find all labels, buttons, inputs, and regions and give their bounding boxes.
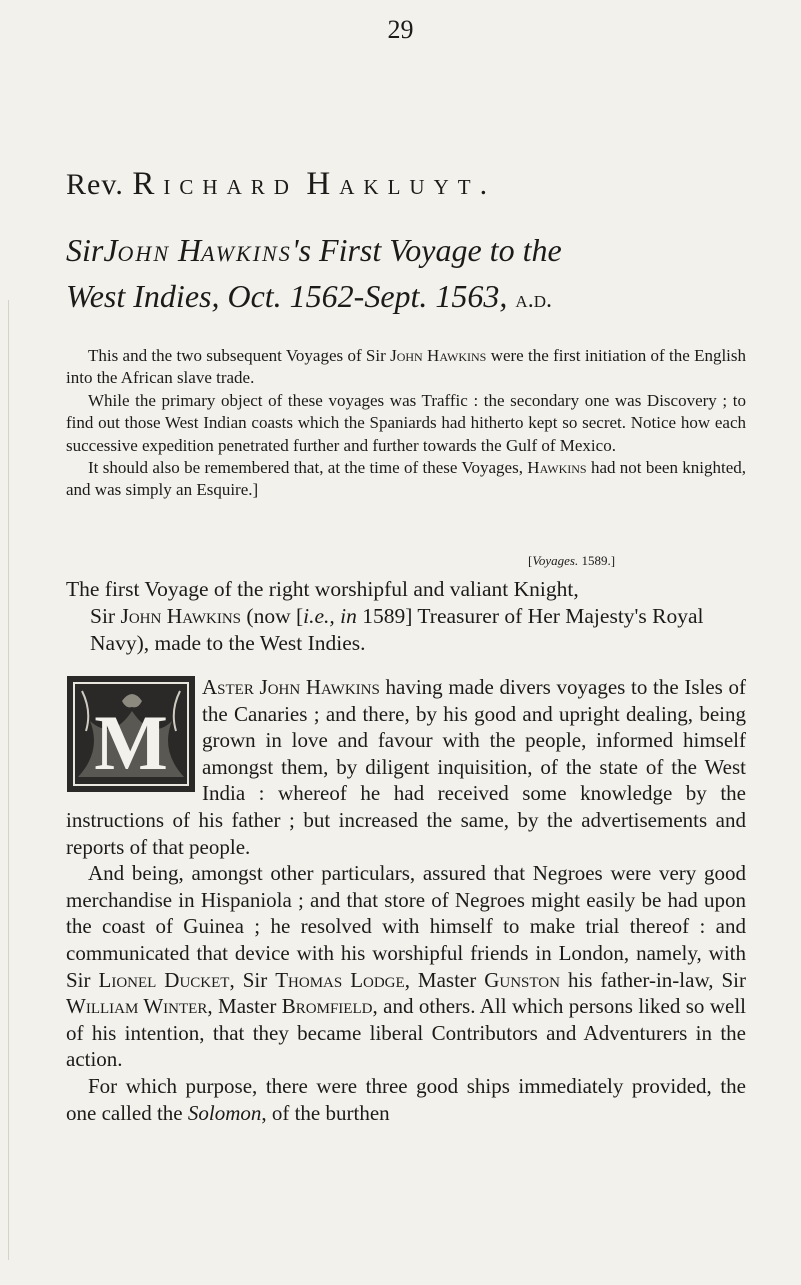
name-lionel-ducket: Lionel Ducket (98, 967, 230, 992)
title-first-voyage: First Voyage to the (319, 232, 562, 268)
name-william-winter: William Winter (66, 994, 208, 1019)
title-comma: , (211, 278, 220, 314)
title-john-initial: J (103, 232, 118, 268)
body-lead-in: Aster John Hawkins (202, 675, 380, 699)
source-citation: [Voyages. 1589.] (528, 553, 616, 568)
title-john-rest: ohn (117, 232, 170, 268)
intro-name-hawkins: Hawkins (527, 458, 587, 478)
name-bromfield: Bromfield (281, 994, 373, 1019)
running-head-last-initial: H (306, 166, 340, 202)
intro-paragraph-2: While the primary object of these voyages was Traffic : the secondary one was Discovery ; to find out those West Indian coasts which the Spaniards had hitherto kept so secret. Notice how each successive expedition penetrated further and further towards the Gulf of Mexico. (66, 390, 746, 455)
source-title: Voyages. (532, 553, 579, 568)
body-paragraph-3: For which purpose, there were three good ships immediately provided, the one called the Solomon, of the burthen (66, 1073, 746, 1125)
name-thomas-lodge: Thomas Lodge (275, 967, 405, 992)
running-head-first-name: ichard (163, 168, 298, 201)
title-possessive: 's (291, 232, 312, 268)
body-paragraph-1: Aster John Hawkins having made divers voyages to the Isles of the Canaries ; and there, by his good and upright dealing, being grown in love and favour with the people, informed himself amongst them, by diligent inquisition, of the state of the West India : whereof he had received some knowledge by the instructions of his father ; but increased the same, by the advertisements and reports of that people. (66, 675, 747, 859)
chapter-title-line-1 (66, 232, 746, 269)
heading-line-1: The first Voyage of the right worshipful and valiant Knight, (66, 577, 579, 601)
editorial-introduction (66, 345, 746, 502)
title-ad: a.d. (515, 287, 552, 313)
name-gunston: Gunston (484, 967, 560, 992)
intro-name-john-hawkins: John Hawkins (390, 346, 487, 365)
body-paragraph-2: And being, amongst other particulars, assured that Negroes were very good merchandise in Hispaniola ; and that store of Negroes might easily be had upon the coast of Guinea ; he resolved with himself to make trial thereof : and communicated that device with his worshipful friends in London, namely, with Sir Lionel Ducket, Sir Thomas Lodge, Master Gunston his father-in-law, Sir William Winter, Master Bromfield, and others. All which persons liked so well of his intention, that they became liberal Contributors and Adventurers in the action. (66, 861, 747, 1072)
section-heading (66, 576, 746, 657)
title-hawkins-initial: H (178, 232, 202, 268)
running-head-first-initial: R (132, 166, 164, 202)
ship-name-solomon: Solomon (187, 1100, 262, 1125)
running-head-last-name: akluyt (339, 168, 480, 201)
title-west-indies: West Indies (66, 278, 212, 314)
running-head (66, 166, 496, 203)
title-sir: Sir (66, 232, 104, 268)
heading-name-john-hawkins: John Hawkins (120, 604, 242, 628)
body-text (66, 674, 746, 1126)
title-dates: Oct. 1562-Sept. 1563, (227, 278, 508, 314)
running-head-period: . (479, 168, 497, 201)
intro-paragraph-3: It should also be remembered that, at the time of these Voyages, Hawkins had not been knighted, and was simply an Esquire.] (66, 458, 747, 500)
page-number: 29 (387, 15, 414, 44)
svg-text:M: M (94, 699, 168, 786)
chapter-title-line-2 (66, 278, 746, 315)
heading-line-2: Sir John Hawkins (now [i.e., in 1589] Treasurer of Her Majesty's Royal Navy), made to the West Indies. (90, 604, 704, 655)
page-gutter-line (8, 300, 9, 1260)
intro-paragraph-1: This and the two subsequent Voyages of Sir John Hawkins were the first initiation of the English into the African slave trade. (66, 346, 747, 388)
source-year: 1589.] (581, 553, 616, 568)
running-head-rev: Rev. (66, 168, 124, 201)
title-hawkins-rest: awkins (201, 232, 292, 268)
